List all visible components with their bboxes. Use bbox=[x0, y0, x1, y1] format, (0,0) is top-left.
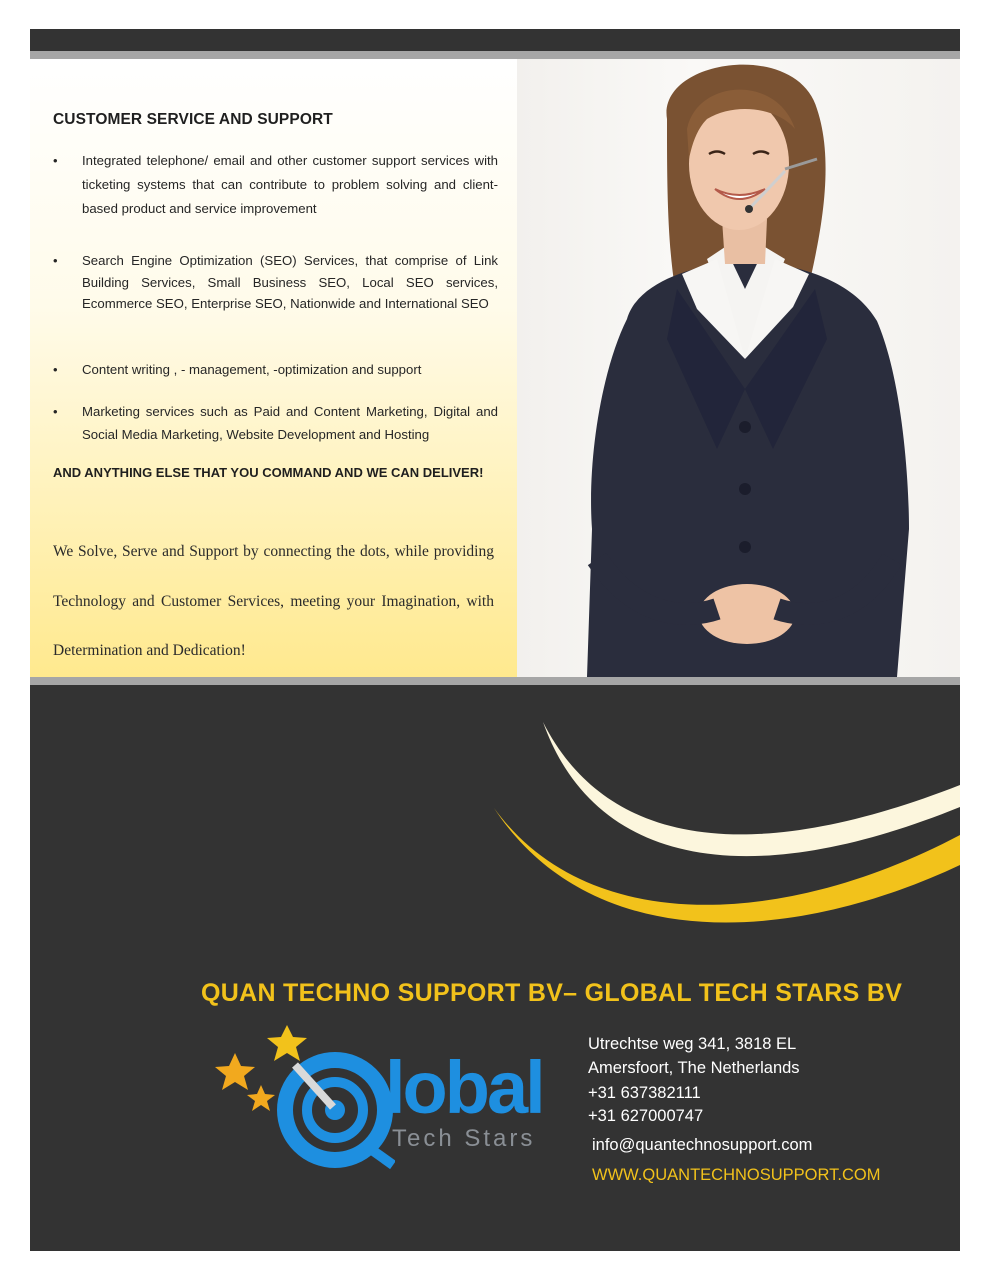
logo-emblem-icon bbox=[215, 1025, 395, 1175]
tagline: AND ANYTHING ELSE THAT YOU COMMAND AND WE CAN DELIVER! bbox=[53, 465, 484, 480]
top-gray-rule bbox=[30, 51, 960, 59]
motto-paragraph: We Solve, Serve and Support by connecting the dots, while providing Technology and Customer Services, meeting your Imagination, with Determination and Dedication! bbox=[53, 543, 494, 659]
bullet-icon: • bbox=[53, 404, 58, 419]
logo-subtitle: Tech Stars bbox=[392, 1125, 536, 1152]
service-item-content bbox=[53, 359, 498, 380]
decorative-swooshes bbox=[30, 685, 960, 965]
footer-panel bbox=[30, 685, 960, 1251]
brochure-page bbox=[30, 29, 960, 1251]
services-panel bbox=[30, 59, 517, 677]
bullet-icon: • bbox=[53, 153, 58, 168]
email-address: info@quantechnosupport.com bbox=[592, 1136, 813, 1154]
middle-gray-rule bbox=[30, 677, 960, 685]
service-item-text: Marketing services such as Paid and Content Marketing, Digital and Social Media Marketing, Website Development and Hosting bbox=[82, 404, 498, 442]
service-item-support bbox=[53, 149, 498, 221]
service-item-text: Search Engine Optimization (SEO) Services, that comprise of Link Building Services, Small Business SEO, Local SEO services, Ecommerce SEO, Enterprise SEO, Nationwide and International SEO bbox=[82, 253, 498, 311]
service-item-text: Content writing , - management, -optimization and support bbox=[82, 362, 422, 377]
support-agent-illustration bbox=[517, 59, 960, 677]
service-item-marketing bbox=[53, 400, 498, 446]
support-agent-photo bbox=[517, 59, 960, 677]
website-url: WWW.QUANTECHNOSUPPORT.COM bbox=[592, 1166, 881, 1184]
bullet-icon: • bbox=[53, 253, 58, 268]
service-item-text: Integrated telephone/ email and other customer support services with ticketing systems that can contribute to problem solving and client- based product and service improvement bbox=[82, 153, 498, 216]
company-name: QUAN TECHNO SUPPORT BV– GLOBAL TECH STARS BV bbox=[201, 979, 903, 1007]
top-dark-bar bbox=[30, 29, 960, 51]
bullet-icon: • bbox=[53, 362, 58, 377]
phone-number-1: +31 637382111 bbox=[588, 1084, 701, 1102]
address-line-2: Amersfoort, The Netherlands bbox=[588, 1059, 800, 1077]
address-line-1: Utrechtse weg 341, 3818 EL bbox=[588, 1035, 797, 1053]
phone-number-2: +31 627000747 bbox=[588, 1107, 704, 1125]
logo-wordmark: lobal bbox=[385, 1046, 543, 1129]
section-title: CUSTOMER SERVICE AND SUPPORT bbox=[53, 111, 333, 128]
service-item-seo bbox=[53, 250, 498, 315]
global-tech-stars-logo bbox=[215, 1025, 555, 1175]
